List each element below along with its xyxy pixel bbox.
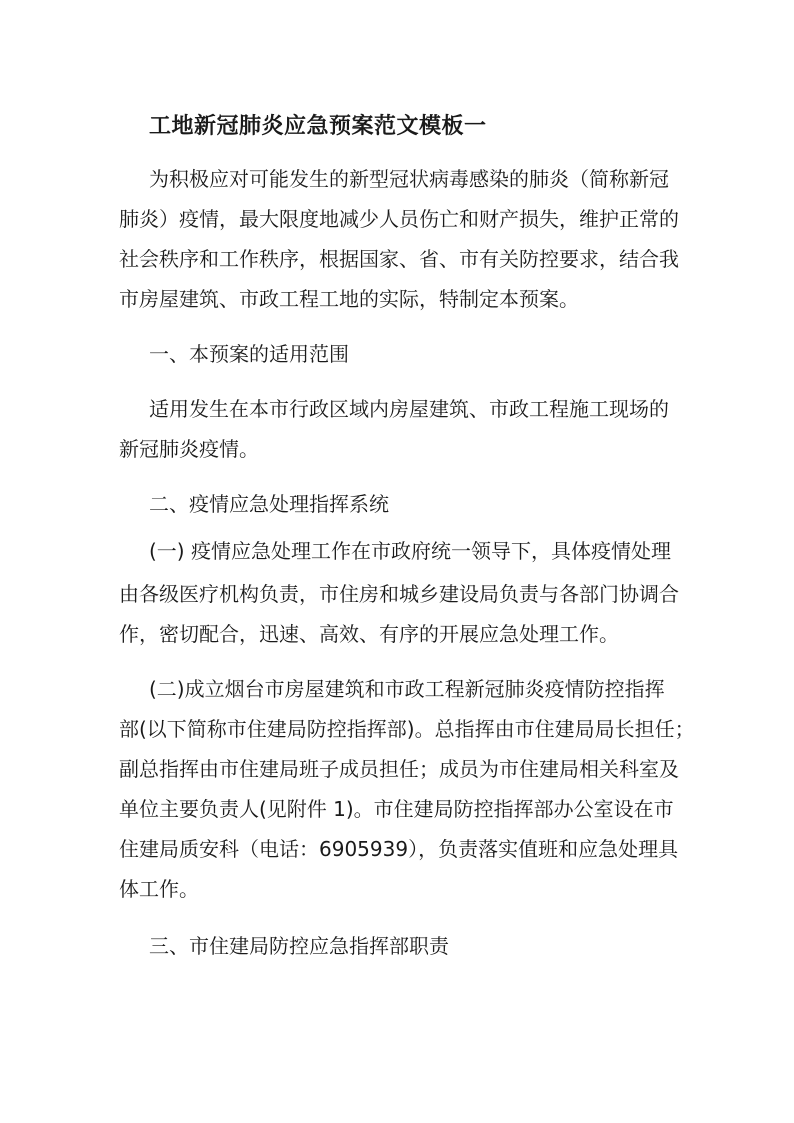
paragraph-line: 由各级医疗机构负责，市住房和城乡建设局负责与各部门协调合 bbox=[119, 582, 679, 606]
paragraph-line: 新冠肺炎疫情。 bbox=[119, 437, 259, 461]
paragraph-line: 为积极应对可能发生的新型冠状病毒感染的肺炎（简称新冠 bbox=[149, 167, 669, 191]
paragraph-line: 部(以下简称市住建局防控指挥部)。总指挥由市住建局局长担任； bbox=[119, 717, 695, 741]
section-heading: 三、市住建局防控应急指挥部职责 bbox=[149, 934, 449, 958]
paragraph-line: (一) 疫情应急处理工作在市政府统一领导下，具体疫情处理 bbox=[149, 539, 671, 563]
paragraph-line: (二)成立烟台市房屋建筑和市政工程新冠肺炎疫情防控指挥 bbox=[149, 677, 665, 701]
paragraph-line: 肺炎）疫情，最大限度地减少人员伤亡和财产损失，维护正常的 bbox=[119, 207, 679, 231]
paragraph-line: 单位主要负责人(见附件 1)。市住建局防控指挥部办公室设在市 bbox=[119, 797, 674, 821]
paragraph-line: 副总指挥由市住建局班子成员担任；成员为市住建局相关科室及 bbox=[119, 757, 679, 781]
paragraph-line: 市房屋建筑、市政工程工地的实际，特制定本预案。 bbox=[119, 287, 579, 311]
section-heading: 一、本预案的适用范围 bbox=[149, 342, 349, 366]
section-heading: 二、疫情应急处理指挥系统 bbox=[149, 492, 389, 516]
paragraph-line: 住建局质安科（电话：6905939），负责落实值班和应急处理具 bbox=[119, 837, 679, 861]
paragraph-line: 适用发生在本市行政区域内房屋建筑、市政工程施工现场的 bbox=[149, 397, 669, 421]
paragraph-line: 作，密切配合，迅速、高效、有序的开展应急处理工作。 bbox=[119, 622, 619, 646]
paragraph-line: 体工作。 bbox=[119, 877, 199, 901]
paragraph-line: 社会秩序和工作秩序，根据国家、省、市有关防控要求，结合我 bbox=[119, 247, 679, 271]
document-title: 工地新冠肺炎应急预案范文模板一 bbox=[149, 113, 487, 139]
